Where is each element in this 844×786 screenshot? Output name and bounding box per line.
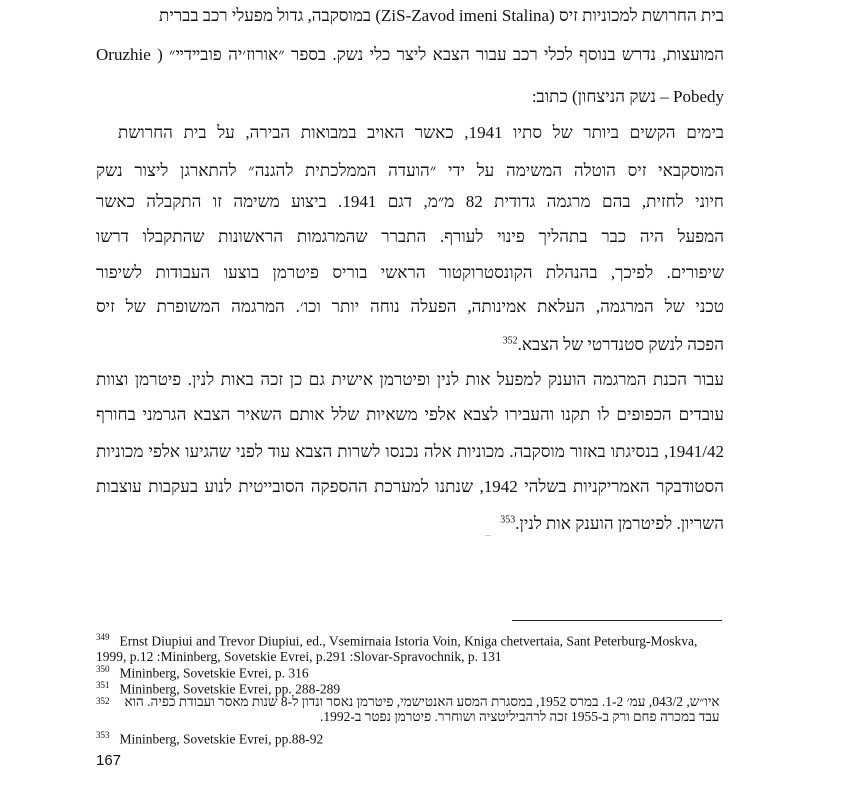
para2-line-4: המפעל היה כבר בתהליך פינוי לעורף. התברר שהמרגמות הראשונות שהתקבלו דרשו xyxy=(96,227,724,246)
para3-line-1: עבור הכנת המרגמה הוענק למפעל אות לנין ופיטרמן אישית גם כן זכה באות לנין. פיטרמן וצוות xyxy=(96,370,724,389)
para3-line-4: הסטודבקר האמריקניות בשלהי 1942, שנתנו למערכת ההספקה הסובייטית לנוע בעקבות עוצבות xyxy=(96,477,724,496)
footnote-349-number: 349 xyxy=(96,632,110,642)
footnote-353-number: 353 xyxy=(96,730,110,740)
footnote-351-number: 351 xyxy=(96,680,110,690)
para1-line-2: המועצות, נדרש בנוסף לכלי רכב עבור הצבא ליצר כלי נשק. בספר ״אורוז׳יה פובײדײ״ ( Oruzhie xyxy=(96,45,724,64)
para2-line-1: בימים הקשים ביותר של סתיו 1941, כאשר האויב במבואות הבירה, על בית החרושת xyxy=(118,123,724,142)
footnote-separator xyxy=(512,620,722,621)
page-number: 167 xyxy=(96,752,122,769)
footnote-ref-352[interactable]: 352 xyxy=(502,335,518,347)
para2-line-2: המוסקבאי זיס הוטלה המשימה על ידי ״הועדה הממלכתית להגנה״ להתארגן ליצור נשק xyxy=(96,161,724,180)
para3-line-5-text: השריון. לפיטרמן הוענק אות לנין. xyxy=(515,514,724,533)
para2-line-7 xyxy=(503,334,724,356)
para3-line-2: עובדים הכפופים לו תקנו והעבירו לצבא אלפי משאיות שלל אותם השאיר הצבא הגרמני בחורף xyxy=(96,405,724,424)
footnote-350-number: 350 xyxy=(96,664,110,674)
para2-line-5: שיפורים. לפיכך, בהנהלת הקונסטרוקטור הראשי בוריס פיטרמן בוצעו העבודות לשיפור xyxy=(96,263,724,282)
footnote-352-text: איו״ש, 043/2, עמ׳ 1-2. במרס 1952, במסגרת המסע האנטישמי, פיטרמן נאסר ונדון ל-8 שנות מאסר ועבודת כפיה. הוא עבד במכרה פחם ורק ב-1955 זכה לרהביליטציה ושוחרר. פיטרמן נפטר ב-1992. xyxy=(124,694,720,724)
footnote-350-text: Mininberg, Sovetskie Evrei, p. 316 xyxy=(119,665,309,681)
stray-mark xyxy=(485,535,491,536)
footnote-353-text: Mininberg, Sovetskie Evrei, pp.88-92 xyxy=(119,731,324,747)
para2-line-3: חיוני לחזית, בהם מרגמה גדודית 82 מ״מ, דגם 1941. ביצוע משימה זו התקבלה כאשר xyxy=(96,192,724,211)
footnote-353 xyxy=(96,728,726,747)
para1-line-3: Pobedy – נשק הניצחון) כתוב: xyxy=(531,87,724,106)
footnote-352-number: 352 xyxy=(96,696,110,706)
para2-line-7-text: הפכה לנשק סטנדרטי של הצבא. xyxy=(517,335,724,354)
footnote-349-text: Ernst Diupiui and Trevor Diupiui, ed., Vsemirnaia Istoria Voin, Kniga chetvertaia, Sant Peterburg-Moskva, 1999, p.12 :Mininberg, Sovetskie Evrei, p.291 :Slovar-Spravochnik, p. 131 xyxy=(96,633,698,664)
para3-line-3: 1941/42, בנסיגתו באזור מוסקבה. מכוניות אלה נכנסו לשרות הצבא עוד לפני שהגיעו אלפי מכוניות xyxy=(96,442,724,461)
para3-line-5 xyxy=(500,513,724,535)
footnote-349 xyxy=(96,630,726,664)
para2-line-6: טכני של המרגמה, העלאת אמינותה, הפעלה נוחה יותר וכו׳. המרגמה המשופרת של זיס xyxy=(96,297,724,316)
footnote-352 xyxy=(96,694,726,724)
footnote-ref-353[interactable]: 353 xyxy=(500,514,516,526)
para1-line-1: בית החרושת למכוניות זיס (ZiS-Zavod imeni Stalina) במוסקבה, גדול מפעלי רכב בברית xyxy=(158,6,724,25)
footnote-351-text: Mininberg, Sovetskie Evrei, pp. 288-289 xyxy=(119,681,341,697)
